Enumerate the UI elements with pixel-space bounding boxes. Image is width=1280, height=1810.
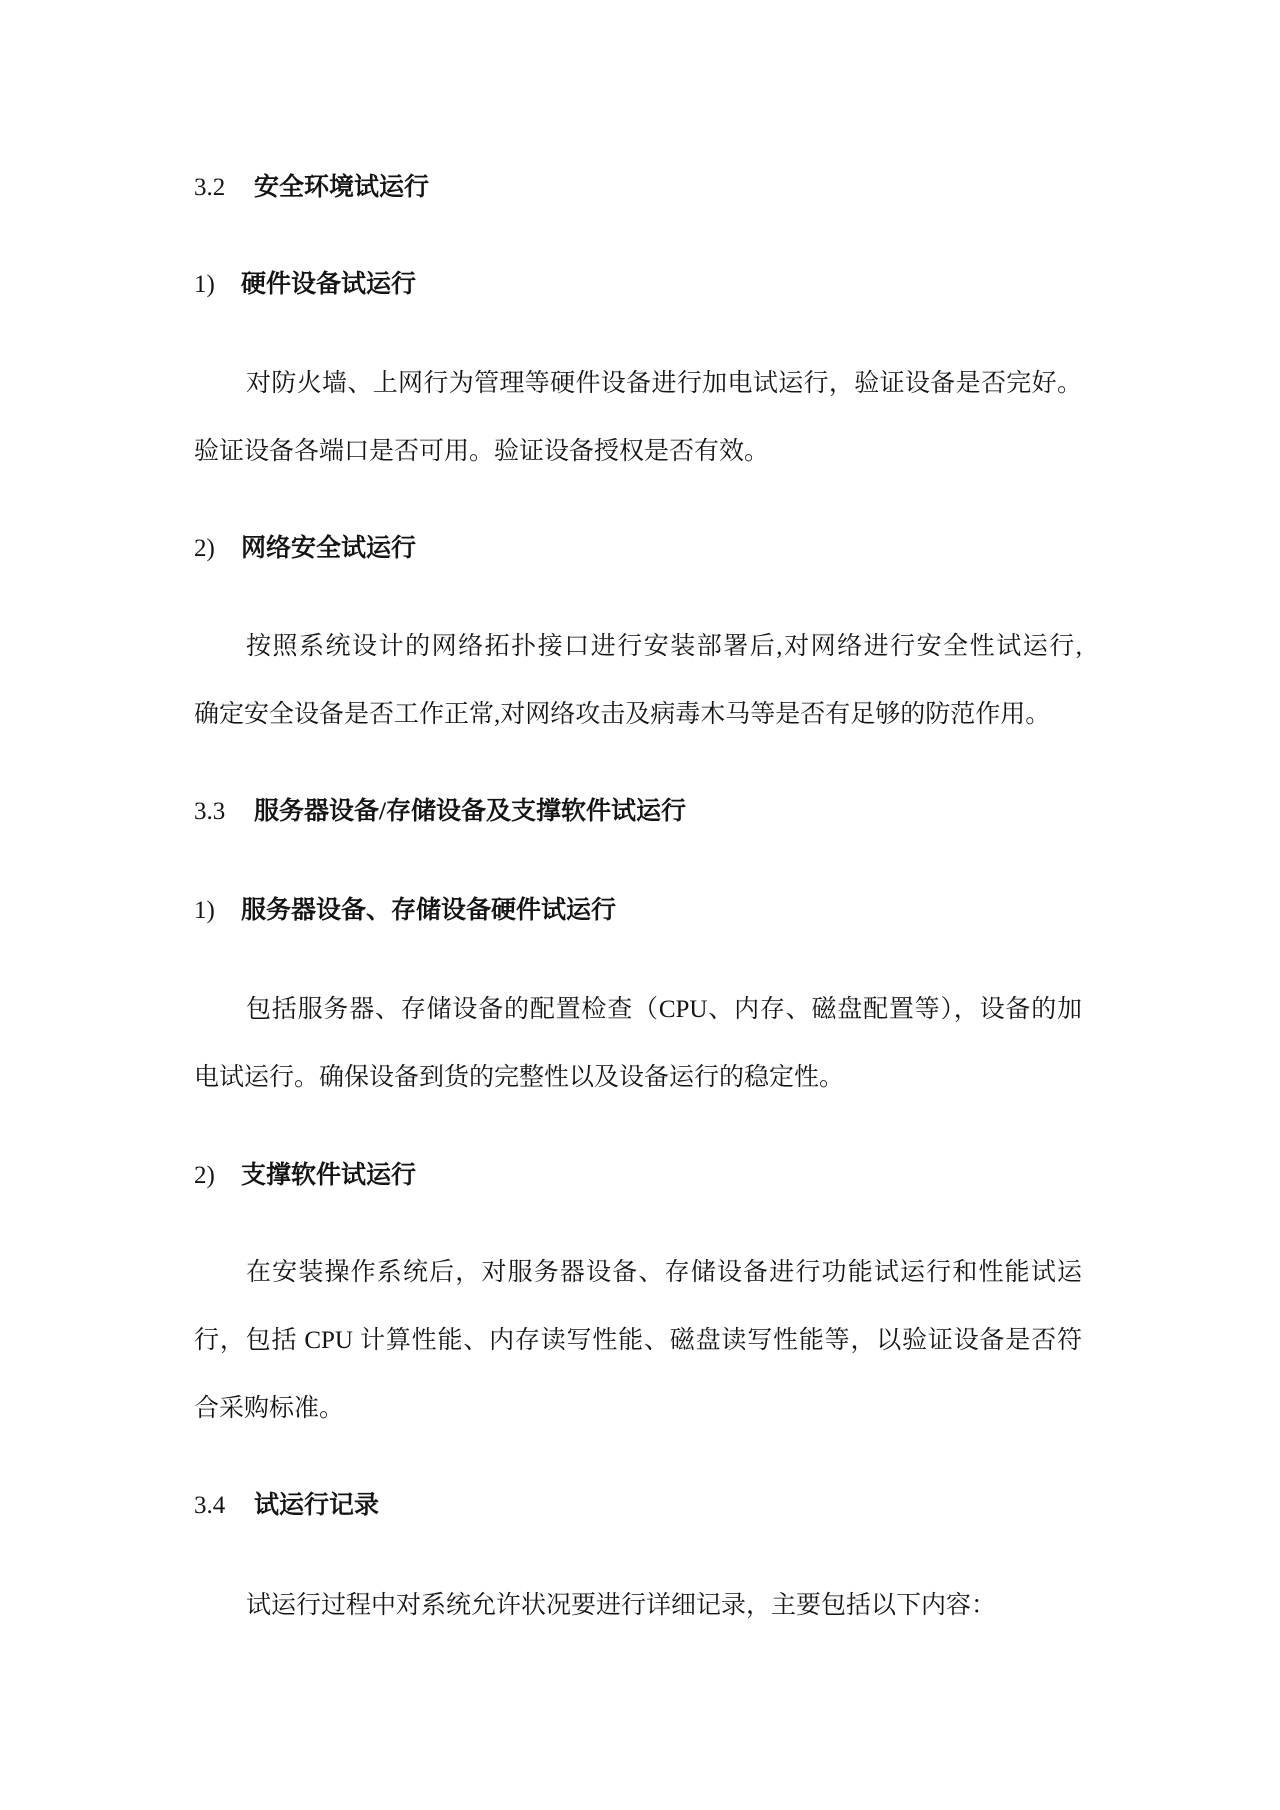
subsection-number: 2) — [194, 1162, 215, 1189]
section-heading-3-4 — [194, 1472, 1082, 1540]
subsection-title: 网络安全试运行 — [241, 535, 417, 562]
subsection-title: 硬件设备试运行 — [241, 271, 417, 298]
paragraph-line: 在安装操作系统后，对服务器设备、存储设备进行功能试运行和性能试运 — [246, 1259, 1082, 1286]
section-title: 安全环境试运行 — [254, 174, 430, 201]
section-number: 3.3 — [194, 798, 226, 825]
paragraph-line: 电试运行。确保设备到货的完整性以及设备运行的稳定性。 — [194, 1064, 845, 1091]
subsection-heading-support-software — [194, 1142, 1082, 1210]
paragraph-network-security-trial — [194, 613, 1082, 749]
section-heading-3-3 — [194, 778, 1082, 846]
section-heading-3-2 — [194, 154, 1082, 222]
paragraph-line: 合采购标准。 — [194, 1395, 345, 1422]
section-title: 试运行记录 — [254, 1492, 380, 1519]
subsection-title: 支撑软件试运行 — [241, 1162, 417, 1189]
paragraph-hardware-trial — [194, 350, 1082, 486]
paragraph-trial-record — [194, 1572, 1082, 1640]
subsection-heading-hardware — [194, 251, 1082, 319]
subsection-number: 2) — [194, 535, 215, 562]
subsection-heading-server-storage-hardware — [194, 877, 1082, 945]
paragraph-line: 试运行过程中对系统允许状况要进行详细记录，主要包括以下内容： — [246, 1592, 997, 1619]
subsection-heading-network-security — [194, 515, 1082, 583]
section-number: 3.4 — [194, 1492, 226, 1519]
paragraph-line: 按照系统设计的网络拓扑接口进行安装部署后,对网络进行安全性试运行, — [246, 633, 1082, 660]
subsection-number: 1) — [194, 897, 215, 924]
paragraph-line: 包括服务器、存储设备的配置检查（CPU、内存、磁盘配置等），设备的加 — [246, 996, 1082, 1023]
paragraph-line: 行，包括 CPU 计算性能、内存读写性能、磁盘读写性能等，以验证设备是否符 — [194, 1327, 1082, 1354]
paragraph-line: 验证设备各端口是否可用。验证设备授权是否有效。 — [194, 438, 770, 465]
subsection-number: 1) — [194, 271, 215, 298]
paragraph-line: 对防火墙、上网行为管理等硬件设备进行加电试运行，验证设备是否完好。 — [246, 370, 1082, 397]
section-title: 服务器设备/存储设备及支撑软件试运行 — [254, 798, 686, 825]
paragraph-line: 确定安全设备是否工作正常,对网络攻击及病毒木马等是否有足够的防范作用。 — [194, 701, 1051, 728]
section-number: 3.2 — [194, 174, 226, 201]
subsection-title: 服务器设备、存储设备硬件试运行 — [241, 897, 617, 924]
paragraph-support-software-trial — [194, 1239, 1082, 1443]
paragraph-server-storage-trial — [194, 976, 1082, 1112]
